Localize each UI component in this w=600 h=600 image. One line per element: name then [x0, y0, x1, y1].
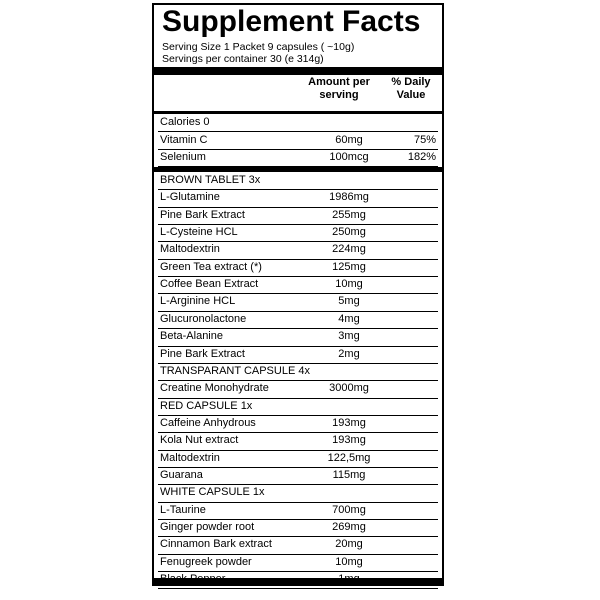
amount-value: 3000mg: [329, 382, 369, 395]
ingredient-name: L-Cysteine HCL: [160, 226, 238, 239]
table-row: [158, 484, 438, 502]
table-row: [158, 432, 438, 450]
ingredient-name: L-Glutamine: [160, 191, 220, 204]
ingredient-name: RED CAPSULE 1x: [160, 399, 253, 412]
amount-value: 2mg: [338, 347, 360, 360]
ingredient-name: Green Tea extract (*): [160, 260, 262, 273]
table-row: [158, 328, 438, 346]
ingredient-name: WHITE CAPSULE 1x: [160, 486, 265, 499]
table-row: [158, 554, 438, 572]
ingredient-name: Calories 0: [160, 116, 210, 128]
table-row: [158, 311, 438, 329]
amount-value: 4mg: [338, 312, 360, 325]
table-row: [158, 502, 438, 520]
ingredient-name: Fenugreek powder: [160, 555, 252, 568]
ingredient-name: Vitamin C: [160, 133, 208, 146]
table-row: [158, 450, 438, 468]
table-row: [158, 132, 438, 150]
table-row: [158, 519, 438, 537]
ingredient-name: Glucuronolactone: [160, 312, 247, 325]
table-row: [158, 293, 438, 311]
label-title: Supplement Facts: [162, 5, 421, 38]
daily-value: 182%: [407, 151, 436, 163]
table-row: [158, 536, 438, 554]
ingredient-name: Maltodextrin: [160, 243, 220, 256]
table-row: [158, 363, 438, 381]
table-row: [158, 259, 438, 277]
dv-header-line1: % Daily: [391, 76, 431, 88]
amount-value: 10mg: [335, 555, 363, 568]
amount-value: 269mg: [332, 521, 366, 533]
amount-header-line1: Amount per: [308, 76, 370, 88]
dv-header-line2: Value: [396, 89, 426, 101]
amount-value: 3mg: [338, 330, 360, 343]
amount-value: 20mg: [335, 538, 363, 551]
amount-value: 122,5mg: [327, 451, 371, 464]
table-row: [158, 241, 438, 259]
table-row: [158, 189, 438, 207]
ingredient-name: Kola Nut extract: [160, 434, 239, 447]
amount-per-serving-header: [304, 76, 374, 102]
amount-value: 250mg: [332, 226, 366, 239]
supplement-facts-label: [152, 3, 444, 586]
ingredient-name: TRANSPARANT CAPSULE 4x: [160, 364, 310, 377]
ingredient-name: Cinnamon Bark extract: [160, 538, 272, 551]
amount-value: 224mg: [332, 243, 366, 256]
amount-value: 700mg: [332, 503, 366, 516]
ingredient-name: Caffeine Anhydrous: [160, 416, 256, 429]
servings-per-container: Servings per container 30 (e 314g): [162, 53, 324, 65]
serving-size: Serving Size 1 Packet 9 capsules ( ~10g): [162, 41, 355, 53]
thick-divider-top: [154, 67, 442, 75]
table-row: [158, 149, 438, 167]
amount-value: 193mg: [332, 434, 366, 447]
amount-value: 5mg: [338, 295, 360, 308]
thick-divider-bottom: [154, 578, 442, 584]
ingredient-name: Maltodextrin: [160, 451, 220, 464]
amount-header-line2: serving: [319, 89, 359, 101]
amount-value: 115mg: [332, 468, 366, 481]
table-row: [158, 207, 438, 225]
ingredient-name: Guarana: [160, 468, 203, 481]
ingredient-name: Ginger powder root: [160, 521, 255, 533]
ingredient-name: Pine Bark Extract: [160, 208, 245, 221]
table-row: [158, 276, 438, 294]
amount-value: 125mg: [332, 260, 366, 273]
ingredient-name: Pine Bark Extract: [160, 347, 245, 360]
daily-value-header: [382, 76, 440, 102]
amount-value: 255mg: [332, 208, 366, 221]
amount-value: 10mg: [335, 278, 363, 291]
ingredient-name: Coffee Bean Extract: [160, 278, 259, 291]
table-row: [158, 467, 438, 485]
daily-value: 75%: [413, 133, 436, 146]
ingredient-name: BROWN TABLET 3x: [160, 174, 261, 186]
amount-value: 193mg: [332, 416, 366, 429]
ingredient-name: L-Taurine: [160, 503, 206, 516]
ingredient-name: Beta-Alanine: [160, 330, 223, 343]
ingredient-name: L-Arginine HCL: [160, 295, 236, 308]
table-row: [158, 398, 438, 416]
table-row: [158, 114, 438, 132]
ingredient-name: Creatine Monohydrate: [160, 382, 269, 395]
amount-value: 1986mg: [329, 191, 369, 204]
table-row: [158, 346, 438, 364]
table-row: [158, 380, 438, 398]
ingredient-name: Selenium: [160, 151, 206, 163]
table-row: [158, 172, 438, 190]
amount-value: 100mcg: [329, 151, 369, 163]
amount-value: 60mg: [335, 133, 363, 146]
table-row: [158, 415, 438, 433]
table-row: [158, 224, 438, 242]
